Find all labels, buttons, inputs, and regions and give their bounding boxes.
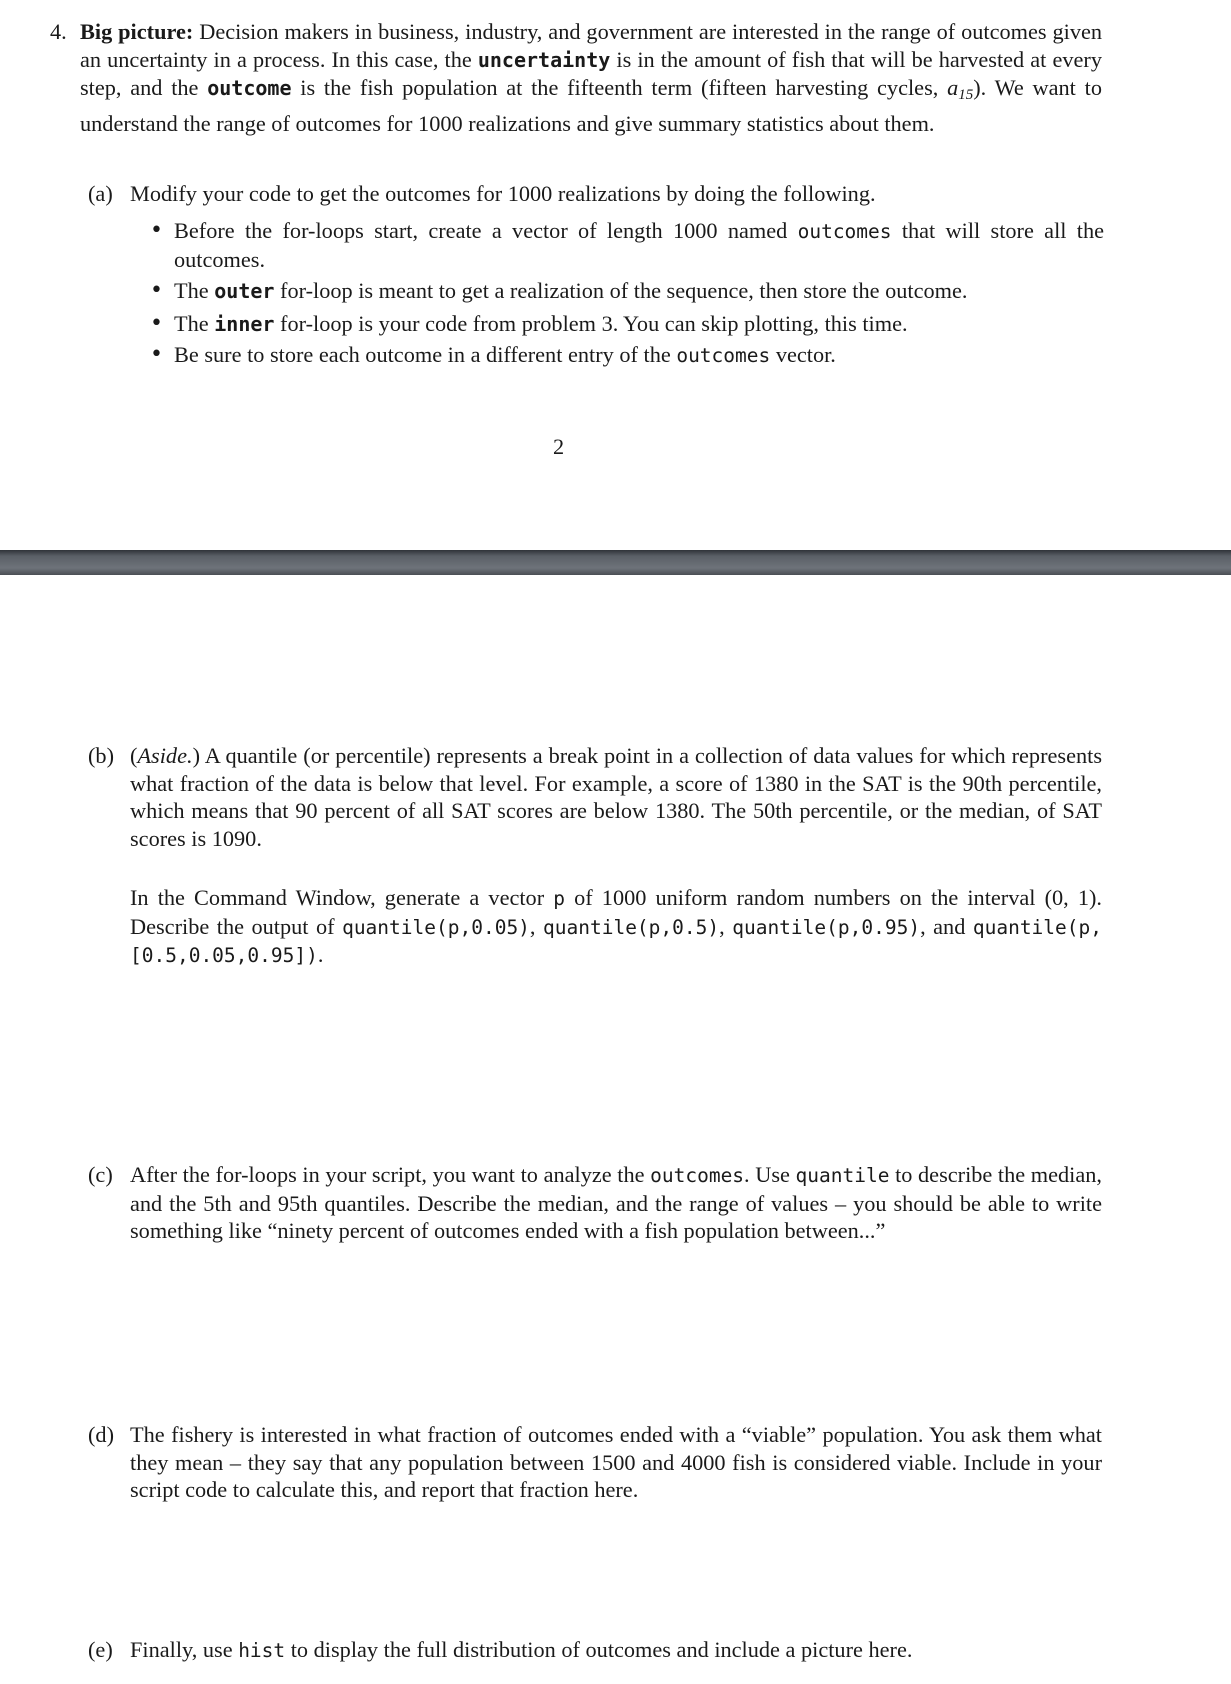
separator: , (529, 913, 544, 939)
a15-symbol: a (947, 75, 959, 100)
intro-part-4: ). We want to understand the range of outcomes for 1000 realizations and give summary statistics about them. (80, 75, 1102, 136)
quantile-code-1: quantile(p,0.05) (342, 915, 530, 939)
aside-open: ( (130, 743, 138, 768)
outcomes-code: outcomes (676, 344, 771, 367)
intro-part-1: Decision makers in business, industry, and government are interested in the range of outcomes given an uncertainty in a process. In this case, the (80, 19, 1103, 72)
p-variable: p (553, 887, 565, 910)
bullet-4-text-end: vector. (770, 342, 836, 367)
intro-part-3: is the fish population at the fifteenth term (fifteen harvesting cycles, (291, 75, 948, 100)
quantile-code-4: quantile(p,[0.5,0.05,0.95]) (130, 915, 1102, 967)
bullet-3-text-end: for-loop is your code from problem 3. You can skip plotting, this time. (274, 311, 908, 336)
outcome-term: outcome (207, 76, 292, 100)
bullet-2-text-end: for-loop is meant to get a realization of the sequence, then store the outcome. (274, 278, 968, 303)
bullet-icon: • (150, 311, 163, 336)
quantile-code-3: quantile(p,0.95) (732, 915, 921, 939)
quantile-code-2: quantile(p,0.5) (543, 915, 720, 939)
separator: , and (920, 913, 973, 939)
part-c-text (130, 1161, 1102, 1245)
page-2 (0, 575, 1231, 1684)
part-c-text-post: to describe the median, and the 5th and 95th quantiles. Describe the median, and the range of values – you should be able to write something like “ninety percent of outcomes ended with a fish population between...” (130, 1162, 1102, 1243)
bullet-icon: • (150, 342, 163, 367)
a15-subscript: 15 (958, 87, 974, 103)
part-e-text (130, 1636, 1102, 1665)
uncertainty-term: uncertainty (477, 47, 611, 72)
bullet-2-text: The (174, 278, 215, 303)
para-2-text: In the Command Window, generate a vector (130, 885, 554, 910)
part-b-para-1 (130, 742, 1102, 852)
para-2-text-mid: of 1000 uniform random numbers on the interval (0, 1). Describe the output of (130, 885, 1102, 939)
part-c-text-pre: After the for-loops in your script, you want to analyze the (130, 1162, 651, 1187)
part-b-para-2 (130, 884, 1102, 970)
bullet-3 (174, 310, 1134, 339)
hist-code: hist (238, 1639, 286, 1662)
part-a-label: (a) (88, 181, 113, 206)
period: . (317, 942, 324, 967)
separator: , (719, 913, 733, 939)
bullet-1-text: Before the for-loops start, create a vector of length 1000 named (174, 218, 798, 243)
outcomes-code: outcomes (797, 220, 892, 243)
bullet-1 (174, 217, 1104, 273)
part-a-text: Modify your code to get the outcomes for 1000 realizations by doing the following. (130, 181, 876, 206)
inner-term: inner (214, 312, 275, 336)
bullet-1-text-end: that will store all the outcomes. (174, 218, 1104, 272)
outcomes-code: outcomes (650, 1164, 745, 1187)
part-c-text-mid: . Use (744, 1162, 796, 1187)
problem-title: Big picture: (80, 19, 194, 44)
part-d-label: (d) (88, 1422, 114, 1447)
bullet-3-text: The (174, 311, 215, 336)
part-e-text-pre: Finally, use (130, 1637, 239, 1662)
outer-term: outer (214, 279, 275, 303)
intro-part-2: is in the amount of fish that will be harvested at every step, and the (80, 46, 1102, 100)
page-1 (0, 0, 1231, 550)
part-b-body: A quantile (or percentile) represents a break point in a collection of data values for which represents what fraction of the data is below that level. For example, a score of 1380 in the SAT is the 90th percentile, which means that 90 percent of all SAT scores are below 1380. The 50th percentile, or the median, of SAT scores is 1090. (130, 743, 1102, 851)
bullet-icon: • (150, 278, 163, 303)
page-divider (0, 550, 1231, 575)
part-c-label: (c) (88, 1162, 113, 1187)
aside-word: Aside. (137, 743, 193, 768)
bullet-4-text: Be sure to store each outcome in a different entry of the (174, 342, 677, 367)
part-e-text-post: to display the full distribution of outcomes and include a picture here. (285, 1637, 913, 1662)
bullet-4 (174, 341, 1134, 370)
quantile-code: quantile (795, 1164, 890, 1187)
page-number: 2 (553, 434, 565, 459)
part-d-text: The fishery is interested in what fraction of outcomes ended with a “viable” population. You ask them what they mean – they say that any population between 1500 and 4000 fish is considered viable. Include in your script code to calculate this, and report that fraction here. (130, 1422, 1102, 1502)
part-e-label: (e) (88, 1637, 113, 1662)
problem-number: 4. (50, 19, 67, 44)
bullet-2 (174, 277, 1134, 306)
bullet-icon: • (150, 218, 163, 243)
part-b-label: (b) (88, 743, 114, 768)
problem-4-intro (80, 18, 1102, 137)
aside-close: ) (192, 743, 200, 768)
